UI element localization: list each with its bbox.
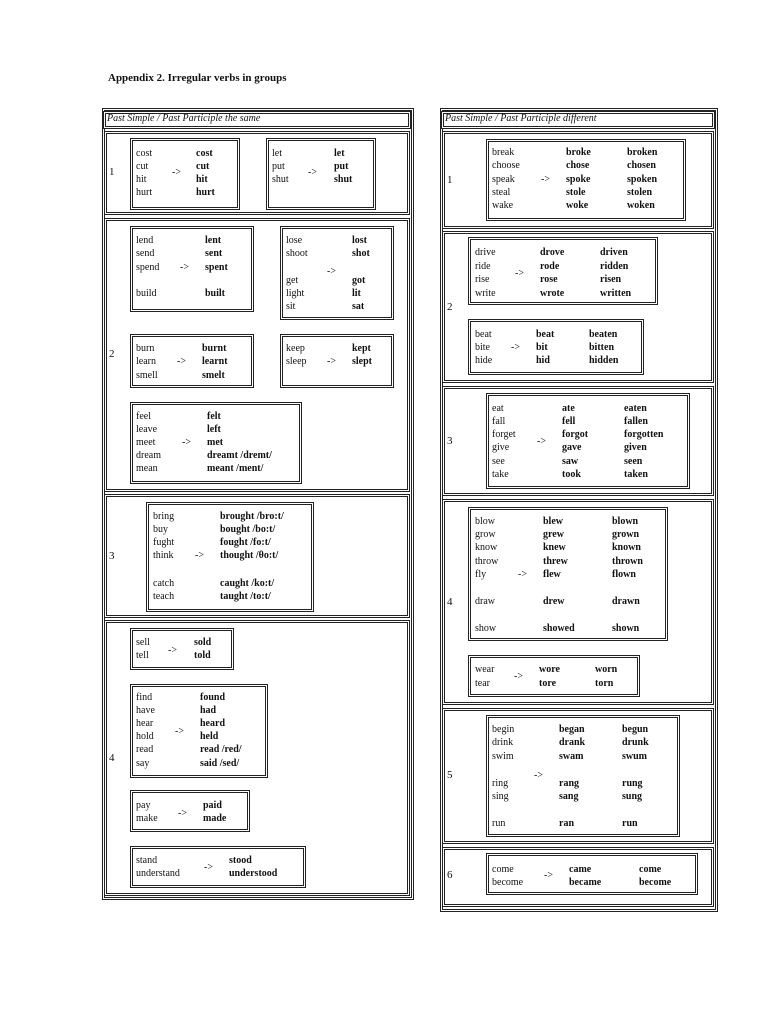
verb-past-participle: sung bbox=[622, 791, 643, 802]
arrow-icon: -> bbox=[178, 808, 187, 819]
verb-past-simple: chose bbox=[566, 160, 590, 171]
verb-base: dream bbox=[136, 450, 161, 461]
verb-base: come bbox=[492, 864, 514, 875]
verb-base: hit bbox=[136, 174, 147, 185]
verb-past-simple: fought /fo:t/ bbox=[220, 537, 271, 548]
verb-base: sit bbox=[286, 301, 296, 312]
verb-past-participle: woken bbox=[627, 200, 655, 211]
verb-past-participle: hidden bbox=[589, 355, 619, 366]
verb-past-participle: eaten bbox=[624, 403, 647, 414]
arrow-icon: -> bbox=[544, 870, 553, 881]
verb-base: light bbox=[286, 288, 305, 299]
verb-base: show bbox=[475, 623, 497, 634]
verb-past-simple: flew bbox=[543, 569, 561, 580]
verb-base: buy bbox=[153, 524, 168, 535]
verb-past-simple: bit bbox=[536, 342, 548, 353]
verb-base: rise bbox=[475, 274, 490, 285]
verb-base: get bbox=[286, 275, 299, 286]
verb-group-box bbox=[130, 628, 234, 670]
verb-base: mean bbox=[136, 463, 158, 474]
verb-past-simple: felt bbox=[207, 411, 221, 422]
verb-base: see bbox=[492, 456, 505, 467]
verb-past-participle: seen bbox=[624, 456, 643, 467]
arrow-icon: -> bbox=[515, 268, 524, 279]
verb-past-simple: found bbox=[200, 692, 226, 703]
verb-base: stand bbox=[136, 855, 158, 866]
verb-past-simple: showed bbox=[543, 623, 575, 634]
verb-past-participle: begun bbox=[622, 724, 649, 735]
verb-past-simple: ran bbox=[559, 818, 574, 829]
verb-base: learn bbox=[136, 356, 156, 367]
verb-base: leave bbox=[136, 424, 158, 435]
verb-past-simple: read /red/ bbox=[200, 744, 242, 755]
verb-past-simple: lost bbox=[352, 235, 367, 246]
verb-base: write bbox=[475, 288, 496, 299]
verb-base: let bbox=[272, 148, 282, 159]
verb-past-simple: saw bbox=[562, 456, 579, 467]
verb-past-simple: hid bbox=[536, 355, 550, 366]
verb-past-participle: rung bbox=[622, 778, 643, 789]
verb-past-simple: hit bbox=[196, 174, 208, 185]
arrow-icon: -> bbox=[514, 671, 523, 682]
verb-past-simple: cut bbox=[196, 161, 210, 172]
verb-base: eat bbox=[492, 403, 504, 414]
verb-base: beat bbox=[475, 329, 492, 340]
verb-past-participle: blown bbox=[612, 516, 639, 527]
verb-base: break bbox=[492, 147, 515, 158]
verb-past-participle: thrown bbox=[612, 556, 643, 567]
verb-past-simple: drove bbox=[540, 247, 565, 258]
verb-base: shut bbox=[272, 174, 289, 185]
verb-past-simple: took bbox=[562, 469, 581, 480]
verb-base: wake bbox=[492, 200, 514, 211]
verb-base: become bbox=[492, 877, 524, 888]
verb-base: give bbox=[492, 442, 510, 453]
verb-group-box bbox=[486, 393, 690, 489]
verb-base: sing bbox=[492, 791, 509, 802]
verb-base: take bbox=[492, 469, 509, 480]
verb-past-simple: stood bbox=[229, 855, 252, 866]
verb-past-participle: flown bbox=[612, 569, 636, 580]
verb-base: swim bbox=[492, 751, 514, 762]
verb-base: drink bbox=[492, 737, 514, 748]
verb-past-simple: wrote bbox=[540, 288, 565, 299]
verb-past-simple: bought /bo:t/ bbox=[220, 524, 276, 535]
verb-past-participle: given bbox=[624, 442, 647, 453]
page-title: Appendix 2. Irregular verbs in groups bbox=[108, 72, 287, 84]
verb-past-participle: chosen bbox=[627, 160, 656, 171]
verb-base: bring bbox=[153, 511, 175, 522]
verb-base: sell bbox=[136, 637, 150, 648]
verb-past-simple: rode bbox=[540, 261, 560, 272]
arrow-icon: -> bbox=[511, 342, 520, 353]
section-number: 4 bbox=[447, 596, 453, 608]
verb-past-simple: thought /θo:t/ bbox=[220, 550, 279, 561]
arrow-icon: -> bbox=[327, 356, 336, 367]
verb-past-simple: built bbox=[205, 288, 226, 299]
verb-base: understand bbox=[136, 868, 180, 879]
verb-past-participle: fallen bbox=[624, 416, 648, 427]
verb-base: ride bbox=[475, 261, 491, 272]
verb-base: think bbox=[153, 550, 174, 561]
verb-past-simple: slept bbox=[352, 356, 372, 367]
arrow-icon: -> bbox=[182, 437, 191, 448]
section-number: 1 bbox=[109, 166, 115, 178]
verb-past-simple: dreamt /dremt/ bbox=[207, 450, 272, 461]
section-number: 5 bbox=[447, 769, 453, 781]
verb-past-simple: sold bbox=[194, 637, 212, 648]
verb-base: read bbox=[136, 744, 154, 755]
verb-base: teach bbox=[153, 591, 175, 602]
verb-past-simple: beat bbox=[536, 329, 555, 340]
verb-past-simple: heard bbox=[200, 718, 225, 729]
verb-base: hear bbox=[136, 718, 154, 729]
arrow-icon: -> bbox=[177, 356, 186, 367]
verb-group-box bbox=[130, 846, 306, 888]
verb-past-simple: drew bbox=[543, 596, 565, 607]
verb-base: know bbox=[475, 542, 498, 553]
arrow-icon: -> bbox=[518, 569, 527, 580]
verb-past-participle: forgotten bbox=[624, 429, 664, 440]
verb-past-simple: understood bbox=[229, 868, 278, 879]
section-number: 4 bbox=[109, 752, 115, 764]
verb-base: catch bbox=[153, 578, 175, 589]
verb-past-simple: learnt bbox=[202, 356, 228, 367]
verb-past-simple: smelt bbox=[202, 370, 225, 381]
verb-past-simple: woke bbox=[566, 200, 589, 211]
verb-past-simple: made bbox=[203, 813, 227, 824]
verb-past-participle: ridden bbox=[600, 261, 629, 272]
verb-past-participle: broken bbox=[627, 147, 658, 158]
verb-past-simple: rang bbox=[559, 778, 579, 789]
verb-past-simple: burnt bbox=[202, 343, 227, 354]
verb-base: speak bbox=[492, 174, 515, 185]
verb-base: hold bbox=[136, 731, 154, 742]
verb-base: wear bbox=[475, 664, 495, 675]
verb-past-participle: shown bbox=[612, 623, 640, 634]
arrow-icon: -> bbox=[180, 262, 189, 273]
arrow-icon: -> bbox=[534, 770, 543, 781]
verb-past-simple: ate bbox=[562, 403, 575, 414]
verb-past-participle: bitten bbox=[589, 342, 614, 353]
verb-past-simple: spent bbox=[205, 262, 228, 273]
verb-past-simple: met bbox=[207, 437, 224, 448]
verb-past-simple: let bbox=[334, 148, 345, 159]
verb-base: throw bbox=[475, 556, 499, 567]
verb-past-participle: stolen bbox=[627, 187, 652, 198]
verb-base: drive bbox=[475, 247, 496, 258]
section-number: 1 bbox=[447, 174, 453, 186]
verb-past-simple: held bbox=[200, 731, 219, 742]
verb-past-simple: sent bbox=[205, 248, 223, 259]
verb-past-simple: lit bbox=[352, 288, 361, 299]
verb-past-participle: run bbox=[622, 818, 638, 829]
verb-base: burn bbox=[136, 343, 155, 354]
verb-base: have bbox=[136, 705, 155, 716]
verb-base: build bbox=[136, 288, 157, 299]
section-number: 2 bbox=[109, 348, 115, 360]
verb-past-simple: left bbox=[207, 424, 221, 435]
verb-past-simple: came bbox=[569, 864, 592, 875]
arrow-icon: -> bbox=[175, 726, 184, 737]
verb-past-simple: threw bbox=[543, 556, 568, 567]
verb-past-simple: lent bbox=[205, 235, 222, 246]
verb-base: draw bbox=[475, 596, 495, 607]
verb-past-participle: taken bbox=[624, 469, 648, 480]
verb-past-participle: swum bbox=[622, 751, 648, 762]
verb-past-participle: beaten bbox=[589, 329, 618, 340]
verb-past-simple: said /sed/ bbox=[200, 758, 240, 769]
verb-base: hurt bbox=[136, 187, 153, 198]
verb-base: put bbox=[272, 161, 285, 172]
verb-past-simple: grew bbox=[543, 529, 564, 540]
verb-past-participle: written bbox=[600, 288, 632, 299]
verb-base: blow bbox=[475, 516, 495, 527]
verb-past-simple: forgot bbox=[562, 429, 589, 440]
section-number: 3 bbox=[109, 550, 115, 562]
verb-past-simple: cost bbox=[196, 148, 213, 159]
arrow-icon: -> bbox=[172, 167, 181, 178]
arrow-icon: -> bbox=[168, 645, 177, 656]
verb-past-simple: became bbox=[569, 877, 602, 888]
verb-past-simple: got bbox=[352, 275, 366, 286]
verb-past-simple: shut bbox=[334, 174, 353, 185]
verb-past-participle: become bbox=[639, 877, 672, 888]
verb-past-simple: tore bbox=[539, 678, 557, 689]
verb-past-participle: torn bbox=[595, 678, 614, 689]
verb-past-simple: caught /ko:t/ bbox=[220, 578, 275, 589]
verb-past-simple: drank bbox=[559, 737, 586, 748]
verb-past-simple: rose bbox=[540, 274, 558, 285]
verb-past-simple: shot bbox=[352, 248, 370, 259]
verb-past-simple: knew bbox=[543, 542, 566, 553]
verb-past-simple: gave bbox=[562, 442, 582, 453]
verb-base: cost bbox=[136, 148, 153, 159]
verb-base: sleep bbox=[286, 356, 307, 367]
verb-base: run bbox=[492, 818, 506, 829]
arrow-icon: -> bbox=[308, 167, 317, 178]
verb-base: pay bbox=[136, 800, 151, 811]
verb-past-simple: wore bbox=[539, 664, 560, 675]
section-number: 6 bbox=[447, 869, 453, 881]
arrow-icon: -> bbox=[537, 436, 546, 447]
verb-past-participle: risen bbox=[600, 274, 622, 285]
verb-past-simple: had bbox=[200, 705, 217, 716]
verb-base: lose bbox=[286, 235, 303, 246]
verb-base: lend bbox=[136, 235, 154, 246]
verb-past-simple: swam bbox=[559, 751, 584, 762]
verb-base: spend bbox=[136, 262, 160, 273]
arrow-icon: -> bbox=[541, 174, 550, 185]
verb-base: cut bbox=[136, 161, 149, 172]
verb-base: find bbox=[136, 692, 153, 703]
arrow-icon: -> bbox=[195, 550, 204, 561]
verb-past-simple: taught /to:t/ bbox=[220, 591, 271, 602]
verb-base: make bbox=[136, 813, 158, 824]
verb-base: ring bbox=[492, 778, 509, 789]
verb-base: send bbox=[136, 248, 155, 259]
verb-past-participle: come bbox=[639, 864, 662, 875]
verb-past-simple: spoke bbox=[566, 174, 591, 185]
verb-base: fall bbox=[492, 416, 506, 427]
verb-group-box bbox=[468, 655, 640, 697]
verb-past-simple: blew bbox=[543, 516, 563, 527]
verb-base: shoot bbox=[286, 248, 308, 259]
verb-past-simple: kept bbox=[352, 343, 371, 354]
verb-base: begin bbox=[492, 724, 515, 735]
verb-past-simple: fell bbox=[562, 416, 576, 427]
verb-past-participle: worn bbox=[595, 664, 618, 675]
right-header: Past Simple / Past Participle different bbox=[441, 111, 715, 129]
verb-base: fly bbox=[475, 569, 487, 580]
verb-past-participle: grown bbox=[612, 529, 640, 540]
verb-base: choose bbox=[492, 160, 520, 171]
verb-past-simple: sat bbox=[352, 301, 365, 312]
verb-past-simple: broke bbox=[566, 147, 591, 158]
verb-past-participle: driven bbox=[600, 247, 628, 258]
verb-base: steal bbox=[492, 187, 511, 198]
verb-past-simple: paid bbox=[203, 800, 222, 811]
verb-base: grow bbox=[475, 529, 496, 540]
section-number: 2 bbox=[447, 301, 453, 313]
verb-base: fught bbox=[153, 537, 175, 548]
verb-base: keep bbox=[286, 343, 305, 354]
verb-base: forget bbox=[492, 429, 516, 440]
verb-past-simple: stole bbox=[566, 187, 586, 198]
verb-past-participle: known bbox=[612, 542, 641, 553]
verb-past-simple: told bbox=[194, 650, 211, 661]
verb-past-simple: put bbox=[334, 161, 349, 172]
verb-base: bite bbox=[475, 342, 490, 353]
left-header: Past Simple / Past Participle the same bbox=[103, 111, 411, 129]
verb-base: hide bbox=[475, 355, 493, 366]
verb-base: feel bbox=[136, 411, 151, 422]
verb-base: say bbox=[136, 758, 150, 769]
verb-past-participle: drunk bbox=[622, 737, 649, 748]
verb-base: tear bbox=[475, 678, 490, 689]
arrow-icon: -> bbox=[204, 862, 213, 873]
verb-base: meet bbox=[136, 437, 156, 448]
verb-past-simple: sang bbox=[559, 791, 579, 802]
verb-base: smell bbox=[136, 370, 158, 381]
verb-past-participle: spoken bbox=[627, 174, 658, 185]
verb-past-simple: brought /bro:t/ bbox=[220, 511, 284, 522]
verb-past-simple: meant /ment/ bbox=[207, 463, 264, 474]
verb-past-participle: drawn bbox=[612, 596, 640, 607]
arrow-icon: -> bbox=[327, 266, 336, 277]
verb-base: tell bbox=[136, 650, 149, 661]
verb-past-simple: began bbox=[559, 724, 585, 735]
verb-past-simple: hurt bbox=[196, 187, 215, 198]
section-number: 3 bbox=[447, 435, 453, 447]
